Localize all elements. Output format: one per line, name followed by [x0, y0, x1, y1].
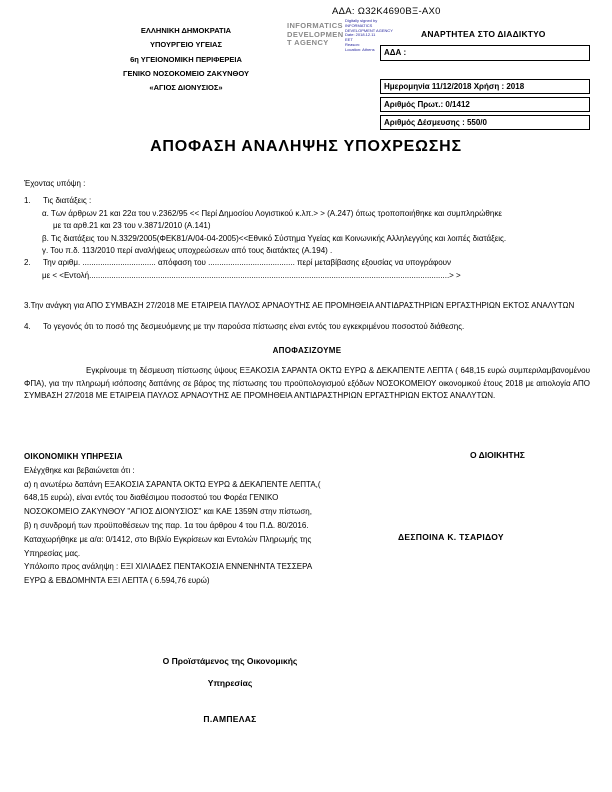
finance-balance-line: Υπόλοιπο προς ανάληψη : ΕΞΙ ΧΙΛΙΑΔΕΣ ΠΕΝΤΑΚΟΣΙΑ ΕΝΝΕΝΗΝΤΑ ΤΕΣΣΕΡΑ ΕΥΡΩ & ΕΒΔΟΜΗΝΤΑ ΕΞΙ ΛΕΠΤΑ ( 6.594,76 ευρώ): [24, 562, 312, 586]
commander-name: ΔΕΣΠΟΙΝΑ Κ. ΤΣΑΡΙΔΟΥ: [398, 532, 504, 542]
commander-title: Ο ΔΙΟΙΚΗΤΗΣ: [470, 450, 525, 460]
finance-para-a: α) η ανωτέρω δαπάνη ΕΞΑΚΟΣΙΑ ΣΑΡΑΝΤΑ ΟΚΤΩ ΕΥΡΩ & ΔΕΚΑΠΕΝΤΕ ΛΕΠΤΑ,( 648,15 ευρώ), είναι εντός του διαθέσιμου ποσοστού του Φορέα ΓΕΝΙΚΟ ΝΟΣΟΚΟΜΕΙΟ ΖΑΚΥΝΘΟΥ "ΑΓΙΟΣ ΔΙΟΝΥΣΙΟΣ" και ΚΑΕ 1359Ν στην πίστωση,: [24, 479, 321, 517]
finance-head-signature-block: [105, 656, 355, 724]
preamble-item-3: 3.Την ανάγκη για ΑΠΟ ΣΥΜΒΑΣΗ 27/2018 ΜΕ ΕΤΑΙΡΕΙΑ ΠΑΥΛΟΣ ΑΡΝΑΟΥΤΗΣ ΑΕ ΠΡΟΜΗΘΕΙΑ ΑΝΤΙΔΡΑΣΤΗΡΙΩΝ ΕΡΓΑΣΤΗΡΙΩΝ ΕΚΤΟΣ ΑΝΑΛΥΤΩΝ: [24, 301, 575, 311]
date-box: Ημερομηνία 11/12/2018 Χρήση : 2018: [380, 79, 590, 94]
item-1-number: 1.: [24, 196, 31, 206]
internet-publication-notice: ΑΝΑΡΤΗΤΕΑ ΣΤΟ ΔΙΑΔΙΚΤΥΟ: [421, 29, 546, 39]
signature-detail-line: Date: 2018.12.11: [345, 32, 376, 38]
item-4-number: 4.: [24, 321, 31, 331]
signature-detail-line: DEVELOPMENT AGENCY: [345, 27, 393, 33]
finance-head-title-line-2: Υπηρεσίας: [207, 678, 253, 688]
org-line-region: 6η ΥΓΕΙΟΝΟΜΙΚΗ ΠΕΡΙΦΕΡΕΙΑ: [130, 54, 242, 64]
org-line-ministry: ΥΠΟΥΡΓΕΙΟ ΥΓΕΙΑΣ: [150, 40, 222, 50]
finance-head-name: Π.ΑΜΠΕΛΑΣ: [203, 714, 257, 724]
finance-service-section: [24, 450, 324, 588]
signature-detail-line: Digitally signed by: [345, 18, 378, 23]
item-1-text: Τις διατάξεις :: [43, 196, 92, 206]
preamble-item-2-cont: με < <Εντολή..................................................................................................................................................................> >: [42, 270, 461, 280]
document-body: [24, 178, 590, 403]
org-line-hospital-name: «ΑΓΙΟΣ ΔΙΟΝΥΣΙΟΣ»: [149, 83, 223, 93]
stamp-agency-line: INFORMATICS: [287, 21, 343, 30]
stamp-agency-line: DEVELOPMEN: [287, 29, 344, 39]
finance-verified-line: Ελέγχθηκε και βεβαιώνεται ότι :: [24, 465, 135, 475]
decision-paragraph: Εγκρίνουμε τη δέσμευση πίστωσης ύψους ΕΞΑΚΟΣΙΑ ΣΑΡΑΝΤΑ ΟΚΤΩ ΕΥΡΩ & ΔΕΚΑΠΕΝΤΕ ΛΕΠΤΑ ( 648,15 ευρώ συμπεριλαμβανομένου ΦΠΑ), για την πληρωμή ισόποσης δαπάνης σε βάρος της πίστωσης του προϋπολογισμού εξόδων ΝΟΣΟΚΟΜΕΙΟΥ οικονομικού έτους 2018 με αιτιολογία ΑΠΟ ΣΥΜΒΑΣΗ 27/2018 ΜΕ ΕΤΑΙΡΕΙΑ ΠΑΥΛΟΣ ΑΡΝΑΟΥΤΗΣ ΑΕ ΠΡΟΜΗΘΕΙΑ ΑΝΤΙΔΡΑΣΤΗΡΙΩΝ ΕΡΓΑΣΤΗΡΙΩΝ ΕΚΤΟΣ ΑΝΑΛΥΤΩΝ.: [24, 366, 590, 401]
protocol-number-box: Αριθμός Πρωτ.: 0/1412: [380, 97, 590, 112]
ada-box: ΑΔΑ :: [380, 45, 590, 61]
issuing-authority-block: [106, 24, 266, 95]
item-2-text: Την αριθμ. ................................. απόφαση του ....................................... περί μεταβίβασης εξουσίας να υπογράφουν: [43, 258, 452, 268]
preamble-item-4: [24, 321, 590, 333]
item-2-number: 2.: [24, 258, 31, 268]
preamble-item-2: [24, 257, 590, 269]
ada-reference: ΑΔΑ: Ω32Κ4690ΒΞ-ΑΧ0: [332, 6, 441, 17]
org-line-republic: ΕΛΛΗΝΙΚΗ ΔΗΜΟΚΡΑΤΙΑ: [140, 26, 232, 35]
preamble-item-1c: γ. Του π.δ. 113/2010 περί αναλήψεως υποχρεώσεων από τους διατάκτες (Α.194) .: [42, 246, 333, 256]
item-4-text: Το γεγονός ότι το ποσό της δεσμευόμενης με την παρούσα πίστωσης είναι εντός του εγκεκριμένου ποσοστού διάθεσης.: [43, 321, 465, 331]
org-line-hospital: ΓΕΝΙΚΟ ΝΟΣΟΚΟΜΕΙΟ ΖΑΚΥΝΘΟΥ: [122, 68, 250, 78]
digital-signature-stamp: [287, 22, 344, 48]
decision-heading: ΑΠΟΦΑΣΙΖΟΥΜΕ: [272, 346, 342, 356]
having-regard-label: Έχοντας υπόψη :: [24, 179, 86, 188]
commitment-number-box: Αριθμός Δέσμευσης : 550/0: [380, 115, 590, 130]
preamble-item-1a: α. Των άρθρων 21 και 22α του ν.2362/95 << Περί Δημοσίου Λογιστικού κ.λπ.> > (Α.247) όπως τροποποιήθηκε και συμπληρώθηκε: [42, 208, 502, 218]
preamble-item-1: [24, 195, 590, 207]
signature-detail-line: Reason:: [345, 41, 360, 47]
finance-service-heading: ΟΙΚΟΝΟΜΙΚΗ ΥΠΗΡΕΣΙΑ: [24, 452, 123, 461]
finance-registered-line: Καταχωρήθηκε με α/α: 0/1412, στο Βιβλίο Εγκρίσεων και Εντολών Πληρωμής της Υπηρεσίας μας.: [24, 534, 312, 558]
signature-detail-line: EET: [345, 37, 353, 43]
document-title: ΑΠΟΦΑΣΗ ΑΝΑΛΗΨΗΣ ΥΠΟΧΡΕΩΣΗΣ: [150, 138, 462, 155]
finance-para-b: β) η συνδρομή των προϋποθέσεων της παρ. 1α του άρθρου 4 του Π.Δ. 80/2016.: [24, 520, 309, 530]
preamble-item-1a-cont: με τα αρθ.21 και 23 του ν.3871/2010 (Α.141): [53, 221, 211, 231]
signature-detail-line: INFORMATICS: [345, 22, 373, 28]
stamp-agency-line: T AGENCY: [287, 38, 329, 48]
finance-head-title-line-1: Ο Προϊστάμενος της Οικονομικής: [162, 656, 298, 666]
preamble-item-1b: β. Τις διατάξεις του Ν.3329/2005(ΦΕΚ81/Α/04-04-2005)<<Εθνικό Σύστημα Υγείας και Κοινωνικής Αλληλεγγύης και λοιπές διατάξεις.: [42, 233, 507, 243]
signature-detail-line: Location: Athens: [345, 46, 375, 52]
